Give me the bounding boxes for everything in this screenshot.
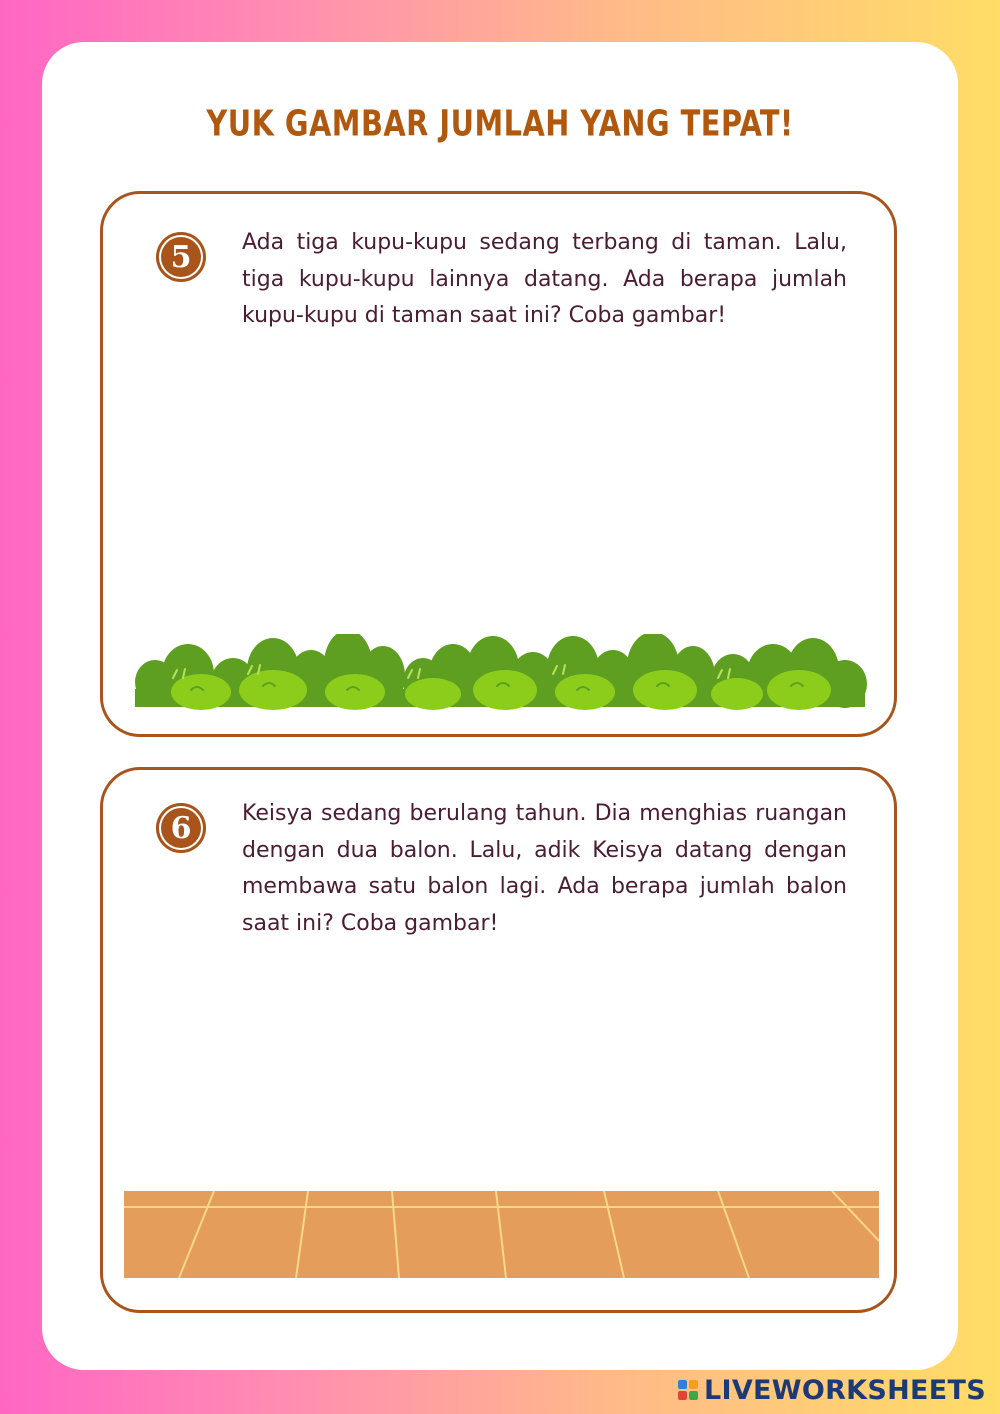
question-number-badge: 6 <box>156 803 206 853</box>
drawing-area[interactable] <box>124 1191 879 1282</box>
bushes-illustration <box>133 634 868 714</box>
liveworksheets-logo-icon <box>678 1380 698 1400</box>
brand-name: LIVEWORKSHEETS <box>703 1374 986 1406</box>
question-card-5 <box>100 191 897 737</box>
question-text: Ada tiga kupu-kupu sedang terbang di taman. Lalu, tiga kupu-kupu lainnya datang. Ada berapa jumlah kupu-kupu di taman saat ini? Coba gambar! <box>242 230 847 328</box>
question-card-6 <box>100 767 897 1313</box>
tiled-floor-illustration <box>124 1191 879 1278</box>
drawing-area[interactable] <box>133 634 868 718</box>
page-title: YUK GAMBAR JUMLAH YANG TEPAT! <box>206 101 794 145</box>
question-text: Keisya sedang berulang tahun. Dia menghias ruangan dengan dua balon. Lalu, adik Keisya datang dengan membawa satu balon lagi. Ada berapa jumlah balon saat ini? Coba gambar! <box>242 801 847 936</box>
brand-logo <box>678 1373 986 1407</box>
question-number-badge: 5 <box>156 232 206 282</box>
